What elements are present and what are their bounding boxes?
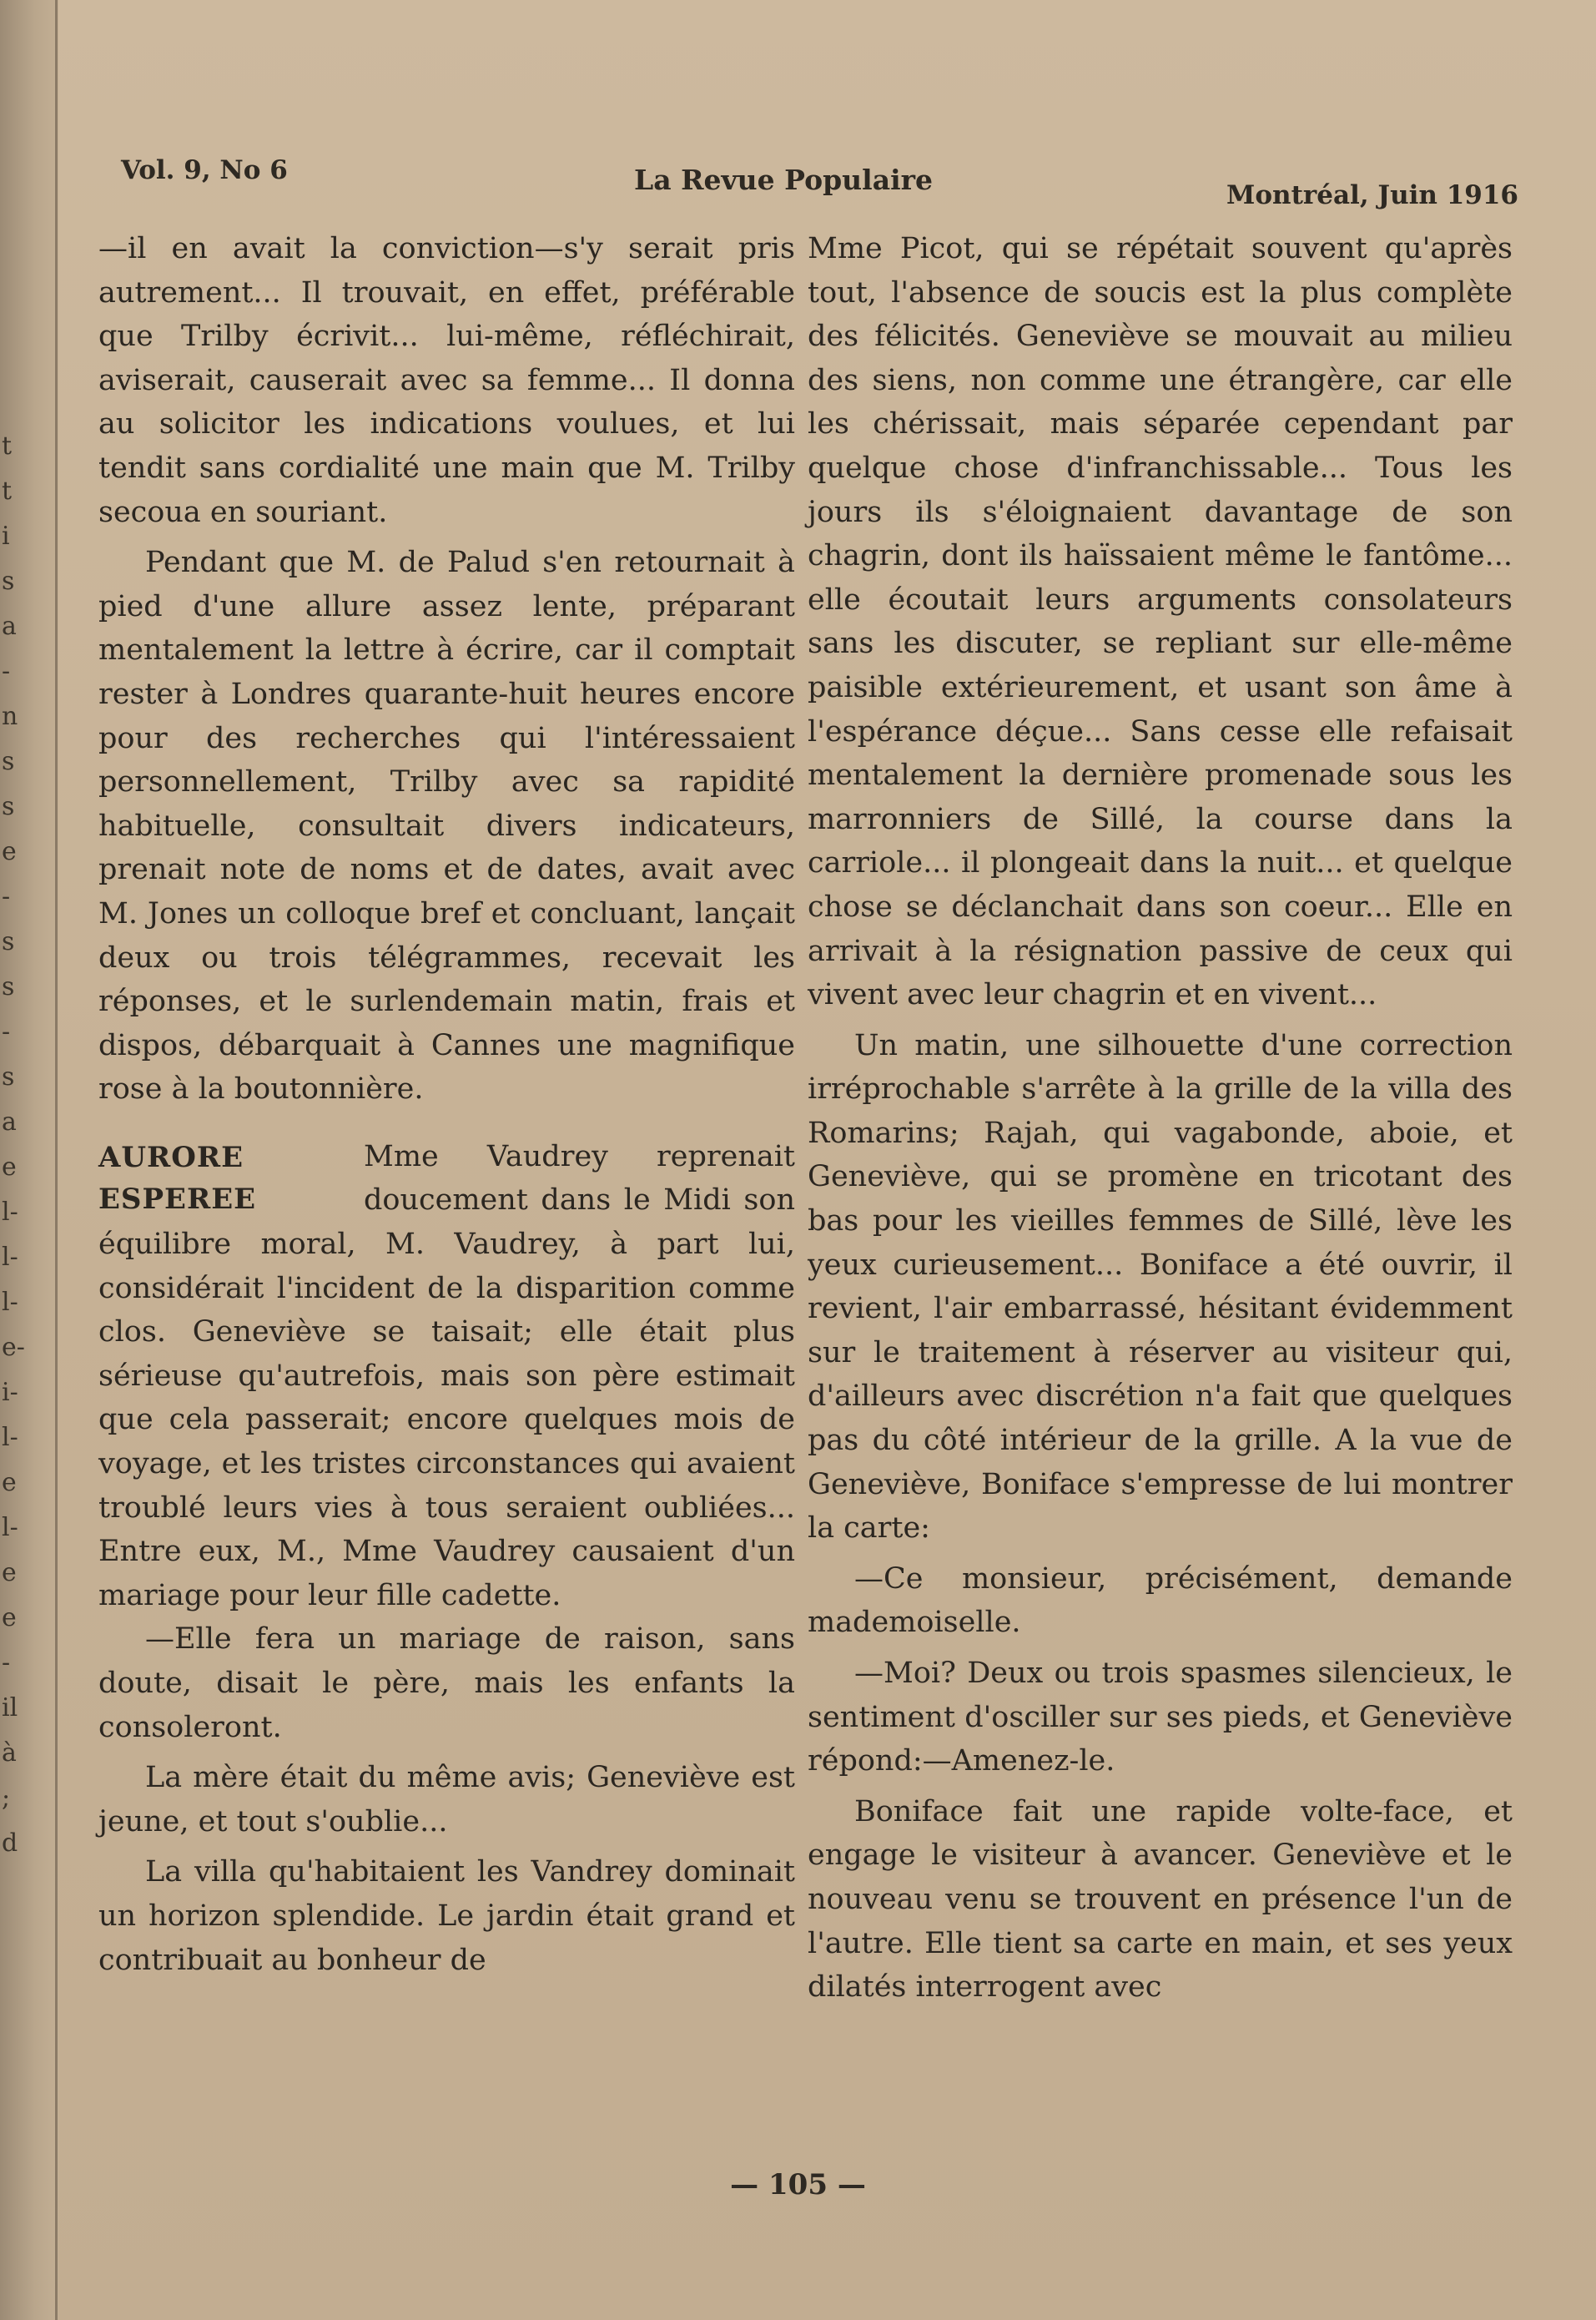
paragraph: La mère était du même avis; Geneviève est jeune, et tout s'oublie... [98,1761,795,1838]
margin-fragment: s [2,567,15,596]
margin-fragment: i- [2,1378,18,1407]
margin-fragment: - [2,657,11,686]
margin-fragment: l- [2,1288,18,1317]
publication-title: La Revue Populaire [634,164,933,196]
margin-fragment: l- [2,1513,18,1542]
paragraph: —il en avait la conviction—s'y serait pris autrement... Il trouvait, en effet, préférable que Trilby écrivit... lui-même, réfléchirait, aviserait, causerait avec sa femme... Il donna au solicitor les indications voulues, et lui tendit sans cordialité une main que M. Trilby secoua en souriant. [98,232,795,529]
margin-fragment: s [2,927,15,956]
section-heading: AURORE ESPEREE [98,1140,257,1216]
margin-fragment: n [2,702,18,731]
margin-fragment: s [2,1062,15,1092]
paragraph: —Elle fera un mariage de raison, sans doute, disait le père, mais les enfants la consoleront. [98,1622,795,1744]
margin-fragment: i [2,522,10,551]
paragraph: Mme Vaudrey reprenait doucement dans le Midi son équilibre moral, M. Vaudrey, à part lui, considérait l'incident de la disparition comme clos. Geneviève se taisait; elle était plus sérieuse qu'autrefois, mais son père estimait que cela passerait; encore quelques mois de voyage, et les tristes circonstances qui avaient troublé leurs vies à tous seraient oubliées... Entre eux, M., Mme Vaudrey causaient d'un mariage pour leur fille cadette. [98,1139,795,1612]
margin-fragment: ; [2,1783,11,1813]
margin-fragment: e [2,837,17,866]
margin-fragment: à [2,1738,17,1768]
section-aurore-esperee [98,1135,795,1618]
margin-fragment: s [2,792,15,821]
page-number: — 105 — [730,2168,866,2201]
margin-fragment: il [2,1693,18,1722]
margin-fragment: - [2,1648,11,1677]
margin-fragment: e [2,1468,17,1497]
margin-fragment: t [2,477,13,506]
margin-fragment: e- [2,1333,25,1362]
paragraph: —Moi? Deux ou trois spasmes silencieux, le sentiment d'osciller sur ses pieds, et Geneviève répond:—Amenez-le. [808,1657,1513,1778]
paragraph: Pendant que M. de Palud s'en retournait à pied d'une allure assez lente, préparant mentalement la lettre à écrire, car il comptait rester à Londres quarante-huit heures encore pour des recherches qui l'intéressaient personnellement, Trilby avec sa rapidité habituelle, consultait divers indicateurs, prenait note de noms et de dates, avait avec M. Jones un colloque bref et concluant, lançait deux ou trois télégrammes, recevait les réponses, et le surlendemain matin, frais et dispos, débarquait à Cannes une magnifique rose à la boutonnière. [98,546,795,1107]
margin-fragment: e [2,1558,17,1587]
margin-fragment: t [2,431,13,461]
margin-fragment: s [2,972,15,1001]
margin-fragment: l- [2,1423,18,1452]
margin-fragment: - [2,1017,11,1047]
right-column [808,227,1513,2010]
place-and-date: Montréal, Juin 1916 [1226,180,1518,210]
paragraph: Boniface fait une rapide volte-face, et engage le visiteur à avancer. Geneviève et le nouveau venu se trouvent en présence l'un de l'autre. Elle tient sa carte en main, et ses yeux dilatés interrogent avec [808,1794,1513,2005]
margin-fragment: d [2,1828,18,1858]
paragraph: La villa qu'habitaient les Vandrey dominait un horizon splendide. Le jardin était grand et contribuait au bonheur de [98,1855,795,1977]
paragraph: —Ce monsieur, précisément, demande mademoiselle. [808,1561,1513,1640]
margin-fragment: - [2,882,11,911]
paragraph: Un matin, une silhouette d'une correction irréprochable s'arrête à la grille de la villa des Romarins; Rajah, qui vagabonde, aboie, et Geneviève, qui se promène en tricotant des bas pour les vieilles femmes de Sillé, lève les yeux curieusement... Boniface a été ouvrir, il revient, l'air embarrassé, hésitant évidemment sur le traitement à réserver au visiteur qui, d'ailleurs avec discrétion n'a fait que quelques pas du côté intérieur de la grille. A la vue de Geneviève, Boniface s'empresse de lui montrer la carte: [808,1028,1513,1546]
margin-fragment: e [2,1603,17,1632]
binding-edge [55,0,58,2320]
margin-fragment: l- [2,1243,18,1272]
margin-fragment: a [2,1107,17,1137]
margin-fragment: s [2,747,15,776]
volume-number: Vol. 9, No 6 [121,155,288,185]
running-header [121,149,1518,210]
margin-fragment: l- [2,1198,18,1227]
margin-fragment: e [2,1152,17,1182]
margin-fragment: a [2,612,17,641]
left-column [98,227,795,1982]
paragraph: Mme Picot, qui se répétait souvent qu'après tout, l'absence de soucis est la plus complète des félicités. Geneviève se mouvait au milieu des siens, non comme une étrangère, car elle les chérissait, mais séparée cependant par quelque chose d'infranchissable... Tous les jours ils s'éloignaient davantage de son chagrin, dont ils haïssaient même le fantôme... elle écoutait leurs arguments consolateurs sans les discuter, se repliant sur elle-même paisible extérieurement, et usant son âme à l'espérance déçue... Sans cesse elle refaisait mentalement la dernière promenade sous les marronniers de Sillé, la course dans la carriole... il plongeait dans la nuit... et quelque chose se déclanchait dans son coeur... Elle en arrivait à la résignation passive de ceux qui vivent avec leur chagrin et en vivent... [808,232,1513,1012]
